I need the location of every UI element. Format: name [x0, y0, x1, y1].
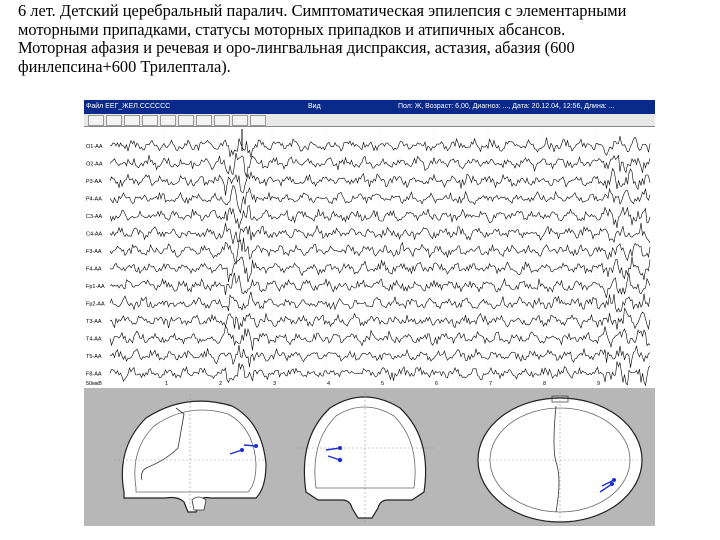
toolbar-button-9[interactable]: [232, 115, 248, 126]
time-mark: 7: [489, 381, 493, 387]
slide-caption: [18, 2, 708, 76]
eeg-traces: [84, 127, 655, 387]
toolbar-button-2[interactable]: [106, 115, 122, 126]
channel-label: O1-AA: [86, 143, 103, 150]
channel-label: P3-AA: [86, 178, 102, 185]
sagittal-head-map: [106, 388, 274, 526]
caption-line-3: Моторная афазия и речевая и оро-лингвальная диспраксия, астазия, абазия (600: [18, 38, 575, 58]
eeg-trace-panel: [84, 127, 655, 387]
window-view-label: Вид: [308, 103, 321, 110]
channel-label: Fp2-AA: [86, 301, 105, 308]
channel-label: F8-AA: [86, 371, 102, 378]
channel-label: O2-AA: [86, 161, 103, 168]
toolbar-button-6[interactable]: [178, 115, 194, 126]
eeg-toolbar: [84, 114, 655, 127]
channel-label: C4-AA: [86, 231, 103, 238]
eeg-trace: [110, 238, 650, 263]
patient-info: Пол: Ж, Возраст: 6,00, Диагноз: ..., Дата: 20.12.04, 12:56, Длина: ...: [398, 103, 615, 110]
caption-line-4: финлепсина+600 Трилептала).: [18, 56, 231, 76]
channel-label: T3-AA: [86, 318, 102, 325]
time-mark: 4: [327, 381, 331, 387]
dipole-map-panel: [84, 388, 655, 526]
eeg-window-titlebar: [84, 100, 655, 114]
amplitude-scale-label: 50мкВ: [86, 381, 102, 387]
time-mark: 2: [219, 381, 223, 387]
coronal-head-map: [290, 388, 440, 526]
toolbar-button-1[interactable]: [88, 115, 104, 126]
channel-label: Fp1-AA: [86, 283, 105, 290]
toolbar-button-5[interactable]: [160, 115, 176, 126]
toolbar-button-4[interactable]: [142, 115, 158, 126]
channel-label: T4-AA: [86, 336, 102, 343]
time-mark: 1: [165, 381, 169, 387]
channel-label: F4-AA: [86, 266, 102, 273]
toolbar-button-3[interactable]: [124, 115, 140, 126]
caption-line-2: моторными припадками, статусы моторных припадков и атипичных абсансов.: [18, 19, 566, 39]
time-mark: 3: [273, 381, 277, 387]
time-mark: 9: [597, 381, 601, 387]
eeg-trace: [110, 186, 650, 214]
toolbar-button-10[interactable]: [250, 115, 266, 126]
eeg-trace: [110, 273, 650, 298]
toolbar-button-8[interactable]: [214, 115, 230, 126]
window-title: Файл ЕЕГ_ЖЕЛ.СССССС: [86, 103, 171, 110]
channel-label: C3-AA: [86, 213, 103, 220]
time-mark: 5: [381, 381, 385, 387]
channel-label: F3-AA: [86, 248, 102, 255]
time-mark: 8: [543, 381, 547, 387]
caption-line-1: 6 лет. Детский церебральный паралич. Симптоматическая эпилепсия с элементарными: [18, 1, 627, 20]
channel-label: P4-AA: [86, 196, 102, 203]
channel-label: T5-AA: [86, 353, 102, 360]
axial-head-map: [472, 388, 648, 526]
time-mark: 6: [435, 381, 439, 387]
toolbar-button-7[interactable]: [196, 115, 212, 126]
